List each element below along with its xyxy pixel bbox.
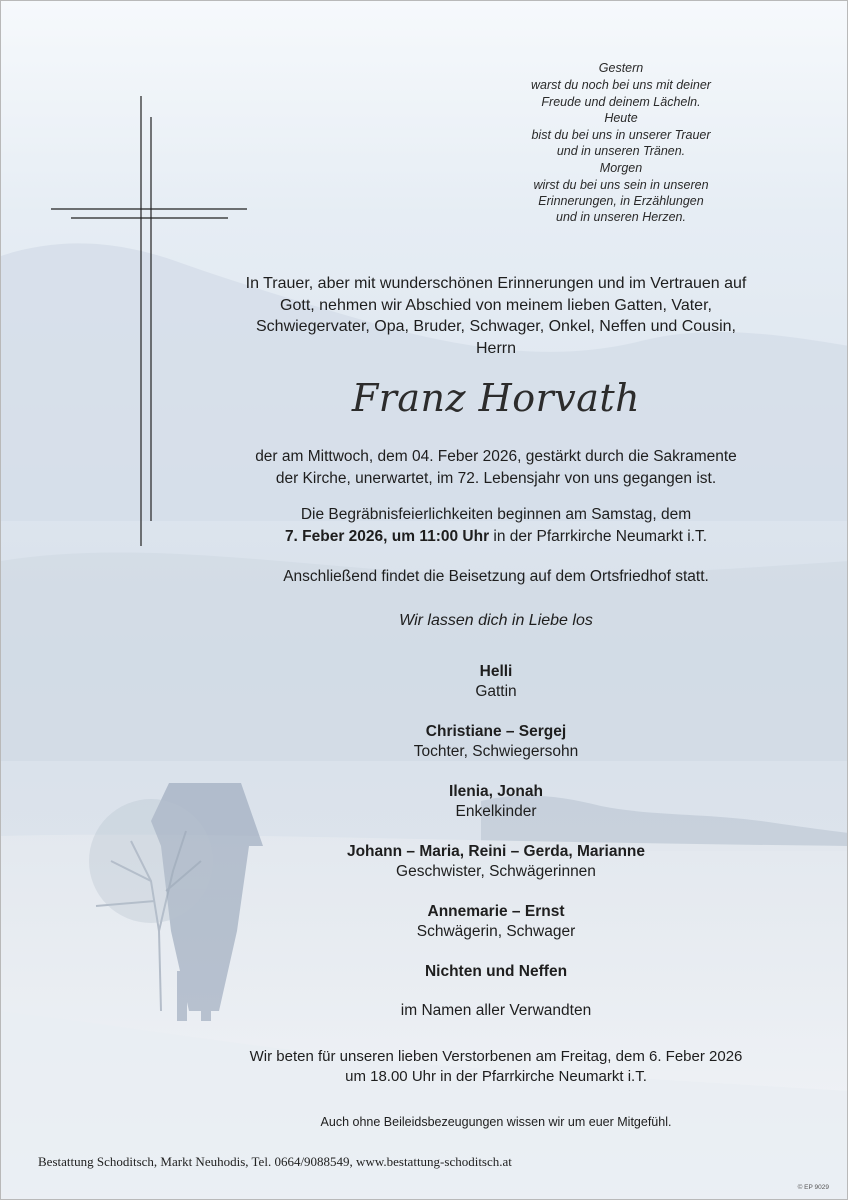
poem-word-today: Heute	[604, 111, 638, 125]
death-line: der Kirche, unerwartet, im 72. Lebensjahr von uns gegangen ist.	[275, 469, 717, 487]
poem-line: wirst du bei uns sein in unseren	[533, 178, 709, 192]
mourner-name: Nichten und Neffen	[424, 963, 568, 980]
poem-word-yesterday: Gestern	[598, 61, 644, 75]
poem-line: und in unseren Tränen.	[556, 144, 686, 158]
mourner-role: Geschwister, Schwägerinnen	[396, 863, 596, 880]
funeral-date: 7. Feber 2026, um 11:00 Uhr	[284, 527, 490, 545]
intro-line: Schwiegervater, Opa, Bruder, Schwager, Onkel, Neffen und Cousin,	[256, 318, 736, 335]
poem-line: bist du bei uns in unserer Trauer	[531, 128, 711, 142]
intro-text	[201, 273, 791, 359]
death-line: der am Mittwoch, dem 04. Feber 2026, gestärkt durch die Sakramente	[255, 448, 737, 465]
mourner-role: Enkelkinder	[455, 803, 537, 820]
mourner-name: Christiane – Sergej	[425, 723, 567, 740]
intro-line: Gott, nehmen wir Abschied von meinem lieben Gatten, Vater,	[280, 296, 712, 314]
funeral-location: in der Pfarrkirche Neumarkt i.T.	[489, 527, 708, 545]
funeral-info	[201, 504, 791, 547]
prayer-line: um 18.00 Uhr in der Pfarrkirche Neumarkt i.T.	[345, 1068, 647, 1085]
mourner-role: Tochter, Schwiegersohn	[413, 743, 579, 760]
mourner-role: Schwägerin, Schwager	[416, 923, 576, 940]
funeral-date-line	[201, 526, 791, 548]
prayer-info	[201, 1047, 791, 1087]
mourner-name: Johann – Maria, Reini – Gerda, Marianne	[346, 843, 646, 860]
on-behalf-text: im Namen aller Verwandten	[400, 1002, 592, 1019]
death-info	[201, 446, 791, 489]
mourner-name: Helli	[479, 663, 513, 680]
poem-line: Erinnerungen, in Erzählungen	[538, 194, 704, 208]
intro-line: Herrn	[475, 339, 516, 357]
undertaker-footer: Bestattung Schoditsch, Markt Neuhodis, Tel. 0664/9088549, www.bestattung-schoditsch.at	[38, 1154, 512, 1169]
mourner-name: Ilenia, Jonah	[449, 783, 543, 800]
mourner-name: Annemarie – Ernst	[427, 903, 565, 920]
intro-line: In Trauer, aber mit wunderschönen Erinnerungen und im Vertrauen auf	[245, 275, 747, 292]
motto: Wir lassen dich in Liebe los	[399, 612, 593, 629]
mourner-role: Gattin	[475, 683, 517, 700]
funeral-line: Die Begräbnisfeierlichkeiten beginnen am Samstag, dem	[300, 506, 692, 523]
poem-line: und in unseren Herzen.	[556, 210, 686, 224]
deceased-name: Franz Horvath	[351, 376, 641, 420]
thanks-note: Auch ohne Beileidsbezeugungen wissen wir um euer Mitgefühl.	[320, 1115, 672, 1129]
poem-line: warst du noch bei uns mit deiner	[531, 78, 711, 92]
burial-info: Anschließend findet die Beisetzung auf dem Ortsfriedhof statt.	[283, 568, 709, 585]
poem-line: Freude und deinem Lächeln.	[541, 95, 701, 109]
print-code: © EP 9029	[797, 1184, 829, 1191]
poem-word-tomorrow: Morgen	[599, 161, 643, 175]
prayer-line: Wir beten für unseren lieben Verstorbenen am Freitag, dem 6. Feber 2026	[249, 1048, 743, 1065]
